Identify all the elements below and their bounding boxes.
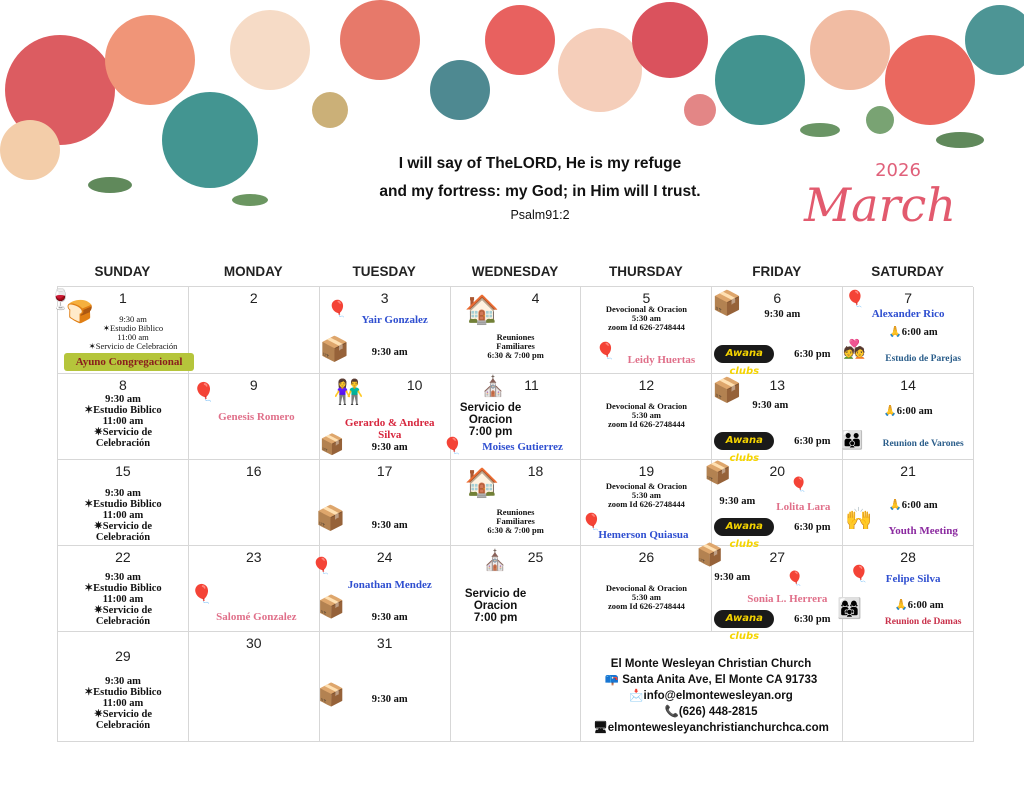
event-time: 9:30 am bbox=[764, 309, 801, 320]
gift-box-icon: 📦 bbox=[315, 505, 346, 532]
day-cell-12 bbox=[581, 374, 712, 460]
men-group-icon: 👨‍👨‍👦 bbox=[841, 430, 864, 450]
church-contact bbox=[580, 656, 842, 736]
day-cell-18 bbox=[451, 460, 582, 546]
zoom-id: zoom Id 626-2748444 bbox=[607, 498, 685, 509]
youth-group-icon: 🙌 bbox=[845, 506, 873, 531]
day-cell-28 bbox=[837, 546, 974, 632]
event-time: 6:30 pm bbox=[794, 349, 831, 360]
day-number: 29 bbox=[115, 648, 131, 664]
day-number: 24 bbox=[376, 549, 393, 565]
event-time: 9:30 am bbox=[371, 612, 408, 623]
gift-box-icon: 📦 bbox=[712, 377, 743, 404]
event-label: Servicio de bbox=[459, 402, 522, 414]
birthday-name: Jonathan Mendez bbox=[347, 579, 432, 591]
balloons-icon: 🎈 bbox=[845, 291, 866, 308]
gift-box-icon: 📦 bbox=[319, 434, 345, 456]
bread-icon: 🍞 bbox=[66, 299, 94, 324]
day-cell-17 bbox=[315, 460, 451, 546]
day-cell-25 bbox=[451, 546, 582, 632]
schedule-item: ✶Estudio Biblico bbox=[84, 405, 162, 417]
birthday-name: Hemerson Quiasua bbox=[598, 529, 689, 541]
weekday-tuesday: TUESDAY bbox=[352, 264, 416, 279]
event-label: Youth Meeting bbox=[888, 525, 958, 537]
birthday-name: Yair Gonzalez bbox=[361, 314, 428, 326]
empty-cell bbox=[843, 632, 974, 742]
weekday-monday: MONDAY bbox=[223, 264, 283, 279]
computer-icon: 🖥 bbox=[593, 722, 608, 734]
schedule-time: 9:30 am bbox=[119, 314, 147, 324]
event-label: Servicio de bbox=[464, 588, 527, 600]
weekday-wednesday: WEDNESDAY bbox=[471, 264, 559, 279]
women-group-icon: 👩‍👩‍👧 bbox=[837, 598, 863, 620]
calendar-year: 2026 bbox=[875, 160, 921, 181]
day-number: 10 bbox=[406, 377, 423, 393]
schedule-time: 9:30 am bbox=[105, 394, 141, 405]
birthday-name: Lolita Lara bbox=[776, 501, 831, 513]
church-icon: ⛪ bbox=[482, 550, 508, 572]
day-cell-7 bbox=[843, 287, 974, 374]
balloons-icon: 🎈 bbox=[442, 438, 463, 455]
prayer-time: 🙏6:00 am bbox=[888, 500, 938, 511]
birthday-name: Sonia L. Herrera bbox=[747, 593, 828, 605]
weekday-thursday: THURSDAY bbox=[608, 264, 683, 279]
mailbox-icon: 📪 bbox=[604, 674, 619, 686]
event-time: 9:30 am bbox=[752, 400, 789, 411]
prayer-service bbox=[451, 588, 541, 624]
day-number: 18 bbox=[527, 463, 544, 479]
church-address: Santa Anita Ave, El Monte CA 91733 bbox=[622, 674, 818, 686]
schedule-item: ✷Servicio de bbox=[93, 427, 153, 439]
gift-box-icon: 📦 bbox=[696, 542, 724, 567]
sunday-schedule bbox=[78, 315, 188, 351]
event-time: 9:30 am bbox=[719, 496, 756, 507]
event-time: 6:30 & 7:00 pm bbox=[487, 524, 544, 535]
schedule-time: 11:00 am bbox=[102, 698, 144, 710]
church-phone[interactable]: (626) 448-2815 bbox=[678, 706, 758, 718]
zoom-id: zoom Id 626-2748444 bbox=[607, 600, 685, 611]
awana-clubs-logo: Awana clubs bbox=[714, 432, 774, 450]
day-number: 12 bbox=[638, 377, 655, 393]
schedule-item: ✶Servicio de Celebración bbox=[88, 340, 178, 351]
schedule-item: ✷Servicio de bbox=[93, 521, 153, 533]
family-meeting bbox=[451, 508, 581, 535]
church-phone-row bbox=[580, 704, 842, 720]
birthday-name: Leidy Huertas bbox=[627, 354, 696, 366]
day-number: 23 bbox=[246, 549, 262, 565]
day-number: 31 bbox=[376, 635, 393, 651]
day-number: 16 bbox=[246, 463, 262, 479]
day-number: 14 bbox=[900, 377, 916, 393]
event-time: 6:30 pm bbox=[794, 614, 831, 625]
awana-clubs-logo: Awana clubs bbox=[714, 518, 774, 536]
prayer-service bbox=[451, 402, 531, 438]
prayer-time: 🙏6:00 am bbox=[883, 406, 933, 417]
day-number: 6 bbox=[773, 290, 782, 306]
prayer-time: 🙏6:00 am bbox=[894, 600, 944, 611]
day-cell-20 bbox=[704, 460, 843, 550]
day-cell-6 bbox=[712, 287, 843, 377]
schedule-item: ✶Estudio Biblico bbox=[102, 322, 164, 333]
event-label: Reunion de Damas bbox=[884, 617, 962, 627]
event-label: Reunion de Varones bbox=[882, 439, 964, 449]
schedule-item: ✷Servicio de bbox=[93, 605, 153, 617]
day-cell-5 bbox=[581, 287, 712, 374]
verse-reference: Psalm91:2 bbox=[510, 208, 570, 222]
day-number: 22 bbox=[115, 549, 131, 565]
day-number: 21 bbox=[900, 463, 916, 479]
event-label: Oracion bbox=[468, 414, 513, 427]
day-number: 26 bbox=[638, 549, 655, 565]
day-number: 13 bbox=[769, 377, 786, 393]
event-label: Devocional & Oracion bbox=[605, 583, 688, 593]
day-number: 20 bbox=[769, 463, 786, 479]
schedule-time: 9:30 am bbox=[105, 572, 141, 583]
weekday-sunday: SUNDAY bbox=[94, 264, 151, 279]
day-cell-31 bbox=[317, 632, 451, 742]
weekday-friday: FRIDAY bbox=[752, 264, 802, 279]
birthday-name: Silva bbox=[378, 428, 402, 441]
day-cell-4 bbox=[451, 287, 582, 374]
event-label: Devocional & Oracion bbox=[605, 304, 688, 314]
day-cell-16 bbox=[189, 460, 320, 546]
event-time: 5:30 am bbox=[631, 312, 661, 323]
devotional-info bbox=[581, 584, 711, 611]
birthday-name: Felipe Silva bbox=[885, 573, 941, 585]
schedule-item: ✶Estudio Biblico bbox=[84, 499, 162, 511]
balloons-icon: 🎈 bbox=[790, 476, 808, 492]
church-address-row bbox=[580, 672, 842, 688]
event-label: Familiares bbox=[496, 340, 535, 351]
schedule-item: Celebración bbox=[95, 532, 151, 544]
schedule-time: 9:30 am bbox=[105, 488, 141, 499]
day-number: 9 bbox=[249, 377, 258, 393]
balloons-icon: 🎈 bbox=[192, 382, 216, 402]
day-number: 2 bbox=[249, 290, 258, 306]
couple-icon: 💑 bbox=[843, 339, 866, 359]
day-number: 1 bbox=[119, 290, 127, 306]
day-cell-11 bbox=[442, 374, 582, 460]
gift-box-icon: 📦 bbox=[712, 290, 743, 317]
day-cell-27 bbox=[696, 542, 843, 642]
empty-cell bbox=[451, 632, 582, 742]
day-cell-8 bbox=[58, 374, 189, 460]
devotional-info bbox=[581, 482, 711, 509]
church-icon: ⛪ bbox=[480, 376, 506, 398]
event-time: 9:30 am bbox=[371, 694, 408, 705]
birthday-name: Salomé Gonzalez bbox=[216, 611, 297, 623]
church-name: El Monte Wesleyan Christian Church bbox=[610, 658, 812, 670]
family-house-icon: 🏠 bbox=[464, 467, 500, 498]
balloons-icon: 🎈 bbox=[190, 584, 214, 604]
day-number: 30 bbox=[246, 635, 262, 651]
event-label: Estudio de Parejas bbox=[885, 354, 962, 364]
email-icon: 📩 bbox=[629, 690, 644, 702]
event-time: 6:30 & 7:00 pm bbox=[487, 349, 544, 360]
awana-clubs-logo: Awana clubs bbox=[714, 345, 774, 363]
sunday-schedule bbox=[58, 488, 188, 543]
family-house-icon: 🏠 bbox=[464, 294, 500, 325]
devotional-info bbox=[581, 305, 711, 332]
zoom-id: zoom Id 626-2748444 bbox=[607, 321, 685, 332]
day-cell-10 bbox=[320, 374, 451, 460]
day-number: 5 bbox=[642, 290, 651, 306]
event-label: Devocional & Oracion bbox=[605, 481, 688, 491]
phone-icon: 📞 bbox=[664, 706, 679, 718]
event-time: 7:00 pm bbox=[473, 612, 518, 625]
day-cell-19 bbox=[581, 460, 712, 546]
zoom-id: zoom Id 626-2748444 bbox=[607, 418, 685, 429]
gift-box-icon: 📦 bbox=[704, 460, 732, 485]
church-website[interactable]: elmontewesleyanchristianchurchca.com bbox=[607, 722, 829, 734]
event-time: 9:30 am bbox=[371, 442, 408, 453]
gift-box-icon: 📦 bbox=[319, 336, 350, 363]
day-number: 25 bbox=[527, 549, 544, 565]
balloons-icon: 🎈 bbox=[311, 558, 332, 575]
event-time: 6:30 pm bbox=[794, 522, 831, 533]
day-cell-3 bbox=[320, 287, 451, 374]
prayer-time: 🙏6:00 am bbox=[888, 327, 938, 338]
event-time: 9:30 am bbox=[371, 347, 408, 358]
day-cell-9 bbox=[189, 374, 320, 460]
birthday-name: Moises Gutierrez bbox=[482, 441, 563, 453]
schedule-time: 11:00 am bbox=[117, 331, 149, 342]
birthday-couple bbox=[330, 418, 450, 441]
weekday-header bbox=[57, 264, 973, 286]
weekday-saturday: SATURDAY bbox=[871, 264, 944, 279]
birthday-name: Alexander Rico bbox=[871, 308, 945, 320]
schedule-item: Celebración bbox=[95, 720, 151, 732]
event-time: 7:00 pm bbox=[468, 426, 513, 439]
day-cell-2 bbox=[189, 287, 320, 374]
day-number: 17 bbox=[376, 463, 393, 479]
balloons-icon: 🎈 bbox=[849, 566, 870, 583]
schedule-time: 11:00 am bbox=[102, 594, 144, 606]
day-cell-1 bbox=[48, 287, 189, 374]
schedule-time: 11:00 am bbox=[102, 510, 144, 522]
sunday-schedule bbox=[58, 572, 188, 627]
day-number: 4 bbox=[531, 290, 540, 306]
couple-illustration-icon: 👫 bbox=[333, 379, 364, 406]
scripture-verse bbox=[300, 150, 780, 222]
schedule-item: ✶Estudio Biblico bbox=[84, 583, 162, 595]
church-email-row bbox=[580, 688, 842, 704]
church-email[interactable]: info@elmontewesleyan.org bbox=[643, 690, 793, 702]
sunday-schedule bbox=[58, 394, 188, 449]
day-number: 15 bbox=[115, 463, 131, 479]
balloons-icon: 🎈 bbox=[595, 343, 616, 360]
day-cell-21 bbox=[843, 460, 974, 546]
birthday-name: Genesis Romero bbox=[218, 411, 295, 423]
schedule-item: ✷Servicio de bbox=[93, 709, 153, 721]
event-time: 9:30 am bbox=[371, 520, 408, 531]
day-cell-23 bbox=[189, 546, 320, 632]
birthday-name: Gerardo & Andrea bbox=[344, 417, 435, 429]
day-number: 11 bbox=[524, 377, 539, 393]
awana-clubs-logo: Awana clubs bbox=[714, 610, 774, 628]
event-time: 5:30 am bbox=[631, 591, 661, 602]
day-cell-14 bbox=[843, 374, 974, 460]
event-label: Familiares bbox=[496, 515, 535, 526]
balloons-icon: 🎈 bbox=[581, 514, 602, 531]
day-cell-26 bbox=[581, 546, 712, 632]
family-meeting bbox=[451, 333, 581, 360]
event-label: Oracion bbox=[473, 600, 518, 613]
gift-box-icon: 📦 bbox=[317, 682, 346, 707]
day-cell-29 bbox=[58, 632, 189, 742]
event-time: 6:30 pm bbox=[794, 436, 831, 447]
calendar-month: March bbox=[804, 178, 956, 232]
day-cell-30 bbox=[189, 632, 320, 742]
schedule-item: Celebración bbox=[95, 438, 151, 450]
event-badge: Ayuno Congregacional bbox=[64, 353, 194, 371]
day-cell-13 bbox=[712, 374, 843, 464]
church-website-row bbox=[580, 720, 842, 736]
day-number: 28 bbox=[900, 549, 916, 565]
day-number: 19 bbox=[638, 463, 655, 479]
event-label: Reuniones bbox=[496, 507, 535, 517]
day-cell-15 bbox=[58, 460, 189, 546]
event-time: 9:30 am bbox=[714, 572, 751, 583]
day-number: 8 bbox=[119, 377, 127, 393]
schedule-time: 11:00 am bbox=[102, 416, 144, 428]
gift-box-icon: 📦 bbox=[317, 594, 346, 619]
day-number: 7 bbox=[904, 290, 912, 306]
day-number: 3 bbox=[380, 290, 389, 306]
schedule-time: 9:30 am bbox=[105, 676, 141, 687]
communion-icon: 🍷 bbox=[48, 289, 73, 311]
schedule-item: Celebración bbox=[95, 616, 151, 628]
balloons-icon: 🎈 bbox=[327, 301, 348, 318]
event-label: Devocional & Oracion bbox=[605, 401, 688, 411]
schedule-item: ✶Estudio Biblico bbox=[84, 687, 162, 699]
devotional-info bbox=[581, 402, 711, 429]
event-time: 5:30 am bbox=[631, 489, 661, 500]
verse-line-1: I will say of TheLORD, He is my refuge bbox=[398, 155, 682, 172]
day-number: 27 bbox=[769, 549, 786, 565]
event-time: 5:30 am bbox=[631, 409, 661, 420]
sunday-schedule bbox=[58, 676, 188, 731]
day-cell-24 bbox=[311, 546, 451, 632]
balloons-icon: 🎈 bbox=[786, 570, 804, 586]
day-cell-22 bbox=[58, 546, 189, 632]
event-label: Reuniones bbox=[496, 332, 535, 342]
verse-line-2: and my fortress: my God; in Him will I trust. bbox=[379, 183, 701, 200]
